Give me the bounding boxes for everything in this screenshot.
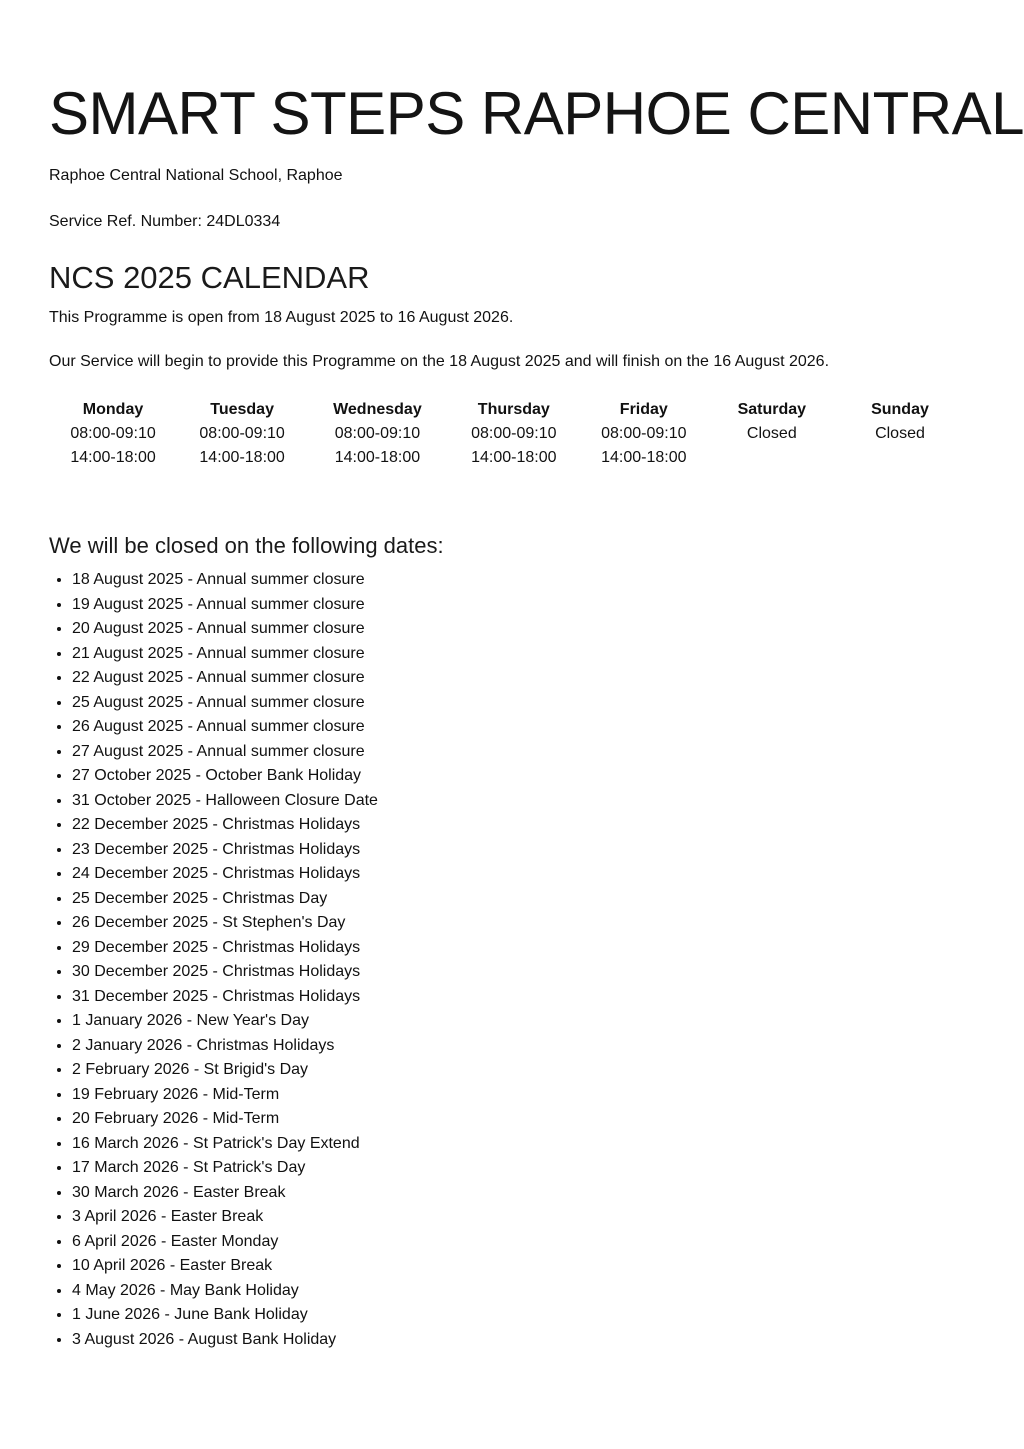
day-header-tuesday: Tuesday (210, 401, 274, 418)
list-item: • 26 December 2025 - St Stephen's Day (72, 911, 1024, 936)
list-item: • 25 December 2025 - Christmas Day (72, 887, 1024, 912)
list-item: • 20 August 2025 - Annual summer closure (72, 617, 1024, 642)
list-item: • 22 August 2025 - Annual summer closure (72, 666, 1024, 691)
list-item: • 2 January 2026 - Christmas Holidays (72, 1034, 1024, 1059)
hours-row-afternoon (49, 446, 964, 470)
list-item: • 20 February 2026 - Mid-Term (72, 1107, 1024, 1132)
list-item: • 3 April 2026 - Easter Break (72, 1205, 1024, 1230)
hours-cell (708, 446, 836, 470)
day-header-friday: Friday (619, 401, 668, 418)
list-item: • 23 December 2025 - Christmas Holidays (72, 838, 1024, 863)
hours-cell: Closed (746, 425, 797, 442)
school-name: Raphoe Central National School, Raphoe (49, 167, 343, 184)
hours-cell: 14:00-18:00 (601, 449, 687, 466)
list-item: • 27 October 2025 - October Bank Holiday (72, 764, 1024, 789)
programme-provide-text: Our Service will begin to provide this Programme on the 18 August 2025 and will finish on the 16 August 2026. (49, 353, 830, 370)
hours-cell: Closed (875, 425, 925, 442)
hours-cell: 14:00-18:00 (471, 449, 557, 466)
hours-cell: 08:00-09:10 (70, 425, 156, 442)
hours-header-row (49, 398, 964, 422)
hours-cell: 08:00-09:10 (601, 425, 687, 442)
list-item: • 29 December 2025 - Christmas Holidays (72, 936, 1024, 961)
hours-cell: 14:00-18:00 (334, 449, 421, 466)
list-item: • 3 August 2026 - August Bank Holiday (72, 1328, 1024, 1353)
hours-cell: 14:00-18:00 (70, 449, 156, 466)
hours-cell: 08:00-09:10 (334, 425, 421, 442)
list-item: • 21 August 2025 - Annual summer closure (72, 642, 1024, 667)
list-item: • 19 August 2025 - Annual summer closure (72, 593, 1024, 618)
list-item: • 19 February 2026 - Mid-Term (72, 1083, 1024, 1108)
closures-title: We will be closed on the following dates: (49, 533, 444, 558)
list-item: • 10 April 2026 - Easter Break (72, 1254, 1024, 1279)
opening-hours-table (49, 398, 964, 470)
closure-dates-list (49, 568, 1024, 1352)
list-item: • 17 March 2026 - St Patrick's Day (72, 1156, 1024, 1181)
day-header-wednesday: Wednesday (333, 401, 422, 418)
list-item: • 1 January 2026 - New Year's Day (72, 1009, 1024, 1034)
hours-row-morning (49, 422, 964, 446)
hours-cell: 14:00-18:00 (199, 449, 285, 466)
service-ref-number: Service Ref. Number: 24DL0334 (49, 213, 281, 230)
list-item: • 1 June 2026 - June Bank Holiday (72, 1303, 1024, 1328)
list-item: • 18 August 2025 - Annual summer closure (72, 568, 1024, 593)
page-title: SMART STEPS RAPHOE CENTRAL (49, 80, 1024, 147)
list-item: • 2 February 2026 - St Brigid's Day (72, 1058, 1024, 1083)
list-item: • 4 May 2026 - May Bank Holiday (72, 1279, 1024, 1304)
list-item: • 30 March 2026 - Easter Break (72, 1181, 1024, 1206)
list-item: • 27 August 2025 - Annual summer closure (72, 740, 1024, 765)
hours-cell: 08:00-09:10 (199, 425, 285, 442)
day-header-thursday: Thursday (477, 401, 550, 418)
hours-cell: 08:00-09:10 (471, 425, 557, 442)
calendar-title: NCS 2025 CALENDAR (49, 260, 370, 295)
list-item: • 16 March 2026 - St Patrick's Day Extend (72, 1132, 1024, 1157)
list-item: • 31 October 2025 - Halloween Closure Date (72, 789, 1024, 814)
day-header-monday: Monday (82, 401, 144, 418)
list-item: • 22 December 2025 - Christmas Holidays (72, 813, 1024, 838)
list-item: • 6 April 2026 - Easter Monday (72, 1230, 1024, 1255)
day-header-saturday: Saturday (737, 401, 807, 418)
list-item: • 24 December 2025 - Christmas Holidays (72, 862, 1024, 887)
list-item: • 31 December 2025 - Christmas Holidays (72, 985, 1024, 1010)
hours-cell (836, 446, 964, 470)
programme-open-text: This Programme is open from 18 August 2025 to 16 August 2026. (49, 309, 514, 326)
list-item: • 30 December 2025 - Christmas Holidays (72, 960, 1024, 985)
day-header-sunday: Sunday (871, 401, 929, 418)
list-item: • 25 August 2025 - Annual summer closure (72, 691, 1024, 716)
list-item: • 26 August 2025 - Annual summer closure (72, 715, 1024, 740)
